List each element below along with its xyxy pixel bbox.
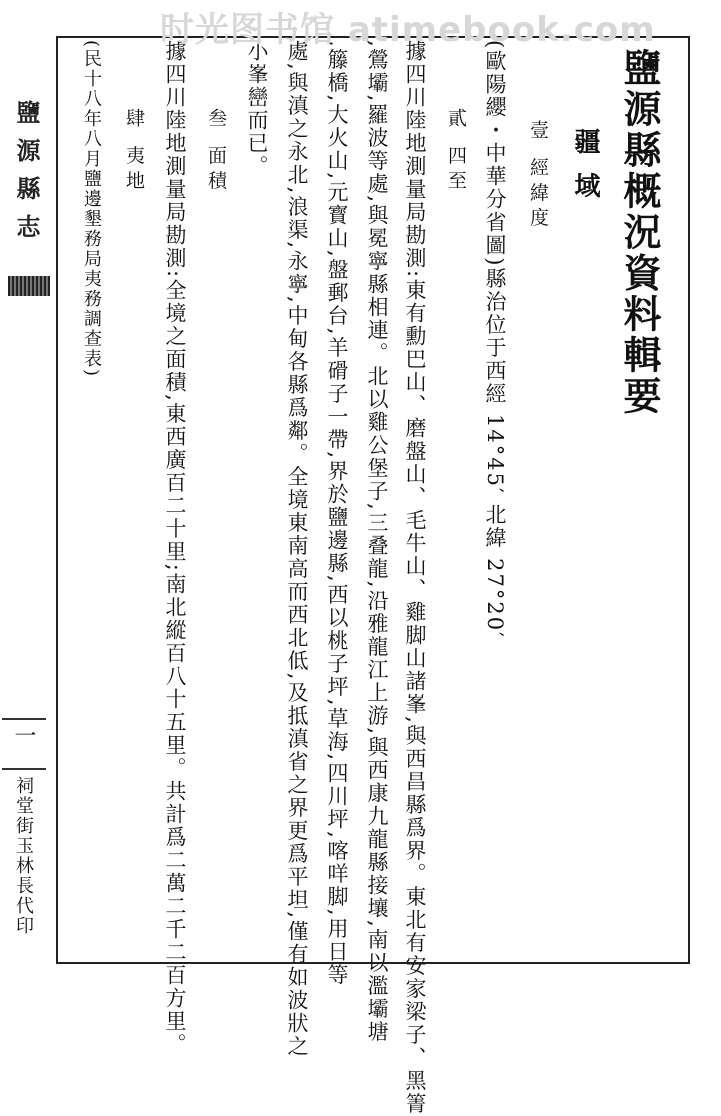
section-title: 疆域	[570, 128, 600, 216]
body-line: 據四川陸地測量局勘測:東有勳巴山、磨盤山、毛牛山、雞脚山諸峯,與西昌縣爲界。東北有安家梁子、黑箐	[403, 40, 427, 1116]
body-line: 小峯巒而已。	[245, 40, 269, 178]
watermark-text: 时光图书馆 atimebook.com	[160, 10, 656, 50]
body-line-coordinates: (歐陽纓・中華分省圖)縣治位于西經 14°45′ 北緯 27°20′	[483, 40, 507, 639]
body-line: ,籐橋,大火山,元寳山,盤郵台,羊磆子一帶,界於鹽邊縣,西以桃子坪,草海,四川坪,喀咩脚,用日等	[325, 40, 349, 987]
margin-book-title: 鹽源縣志	[12, 100, 41, 252]
subheading-area: 叁 面積	[205, 108, 227, 196]
page-title: 鹽源縣概況資料輯要	[617, 48, 662, 417]
body-line-area: 據四川陸地測量局勘測:全境之面積,東西廣百二十里;南北縱百八十五里。共計爲二萬二千二百方里。	[163, 40, 187, 1056]
subheading-latitude: 壹 經緯度	[527, 120, 549, 233]
source-note: (民十八年八月鹽邊墾務局夷務調查表)	[81, 40, 102, 379]
margin-page-number: 一	[11, 724, 36, 750]
subheading-boundaries: 貳 四至	[445, 108, 467, 196]
body-line: 處,與滇之永北,浪渠,永寧,中甸各縣爲鄰。全境東南高而西北低,及抵滇省之界更爲平坦,僅有如波狀之	[285, 40, 309, 1059]
subheading-tribal-land: 肆 夷地	[123, 108, 145, 196]
body-line: ,鶯壩,羅波等處,與冕寧縣相連。北以雞公堡子,三叠龍,沿雅龍江上游,與西康九龍縣接壤,南以濫壩塘	[365, 40, 389, 1044]
margin-rule-bottom	[2, 768, 46, 770]
margin-decorative-bar	[8, 276, 50, 296]
margin-printer-credit: 祠堂街玉林長代印	[13, 776, 34, 936]
margin-rule-top	[2, 718, 46, 720]
